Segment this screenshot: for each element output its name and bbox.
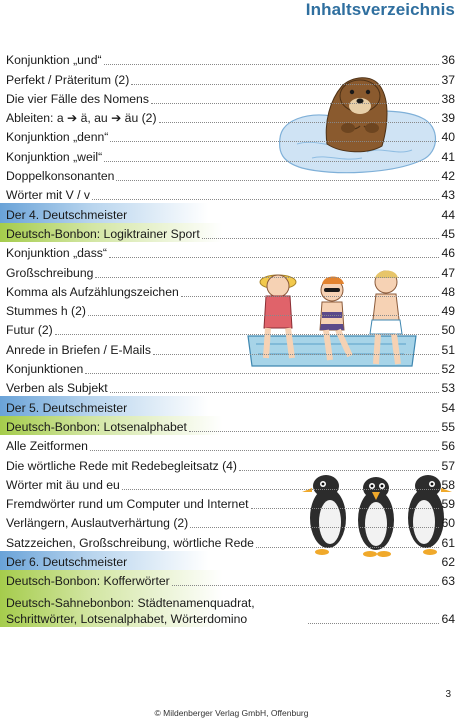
toc-entry (0, 203, 463, 222)
toc-entry-title: Ableiten: a ➔ ä, au ➔ äu (2) (6, 111, 157, 126)
toc-entry-title: Konjunktion „weil“ (6, 149, 103, 164)
dot-leader (55, 334, 440, 335)
toc-entry-page: 48 (441, 284, 455, 299)
toc-entry-page: 46 (441, 246, 455, 261)
dot-leader (189, 431, 440, 432)
toc-entry-page: 39 (441, 111, 455, 126)
toc-entry-title: Die vier Fälle des Nomens (6, 91, 149, 106)
toc-entry (0, 223, 463, 242)
dot-leader (85, 373, 439, 374)
toc-entry-page: 37 (441, 72, 455, 87)
toc-entry-page: 42 (441, 169, 455, 184)
toc-entry-title: Alle Zeitformen (6, 439, 88, 454)
dot-leader (131, 84, 439, 85)
toc-entry (0, 570, 463, 589)
toc-entry (0, 435, 463, 454)
toc-entry-title: Der 6. Deutschmeister (6, 555, 128, 570)
penguins-illustration (298, 466, 456, 558)
dot-leader (104, 161, 439, 162)
dot-leader (129, 412, 439, 413)
toc-entry-page: 58 (441, 477, 455, 492)
toc-entry-page: 62 (441, 555, 455, 570)
dot-leader (92, 199, 439, 200)
toc-entry-title: Perfekt / Präteritum (2) (6, 72, 130, 87)
toc-entry-page: 53 (441, 381, 455, 396)
toc-entry (0, 589, 463, 627)
toc-entry-page: 63 (441, 574, 455, 589)
toc-entry-title: Verben als Subjekt (6, 381, 108, 396)
dot-leader (151, 103, 440, 104)
toc-entry-title: Großschreibung (6, 265, 94, 280)
toc-entry-page: 50 (441, 323, 455, 338)
page-title: Inhaltsverzeichnis (305, 0, 455, 19)
dot-leader (172, 585, 440, 586)
toc-entry-title: Die wörtliche Rede mit Redebegleitsatz (4) (6, 458, 237, 473)
toc-entry-page: 55 (441, 419, 455, 434)
toc-entry (0, 184, 463, 203)
toc-entry-title: Doppelkonsonanten (6, 169, 115, 184)
toc-entry-page: 43 (441, 188, 455, 203)
page-number: 3 (445, 689, 451, 700)
toc-entry-page: 47 (441, 265, 455, 280)
dot-leader (153, 354, 439, 355)
dot-leader (256, 547, 440, 548)
toc-entry-page: 57 (441, 458, 455, 473)
toc-entry-page: 59 (441, 497, 455, 512)
dot-leader (159, 122, 440, 123)
dot-leader (110, 141, 439, 142)
toc-entry-page: 56 (441, 439, 455, 454)
toc-entry-title: Komma als Aufzählungszeichen (6, 284, 179, 299)
dot-leader (181, 296, 440, 297)
toc-entry-title: Verlängern, Auslautverhärtung (2) (6, 516, 189, 531)
dot-leader (122, 489, 440, 490)
toc-entry-title: Deutsch-Bonbon: Logiktrainer Sport (6, 226, 200, 241)
dot-leader (88, 315, 440, 316)
toc-entry-page: 64 (441, 612, 455, 627)
toc-entry-title: Deutsch-Bonbon: Lotsenalphabet (6, 419, 187, 434)
toc-entry-title: Stummes h (2) (6, 304, 86, 319)
dot-leader (110, 392, 440, 393)
toc-entry-page: 41 (441, 149, 455, 164)
dot-leader (308, 623, 439, 624)
toc-entry-page: 54 (441, 400, 455, 415)
dot-leader (251, 508, 440, 509)
toc-entry-title: Konjunktion „dass“ (6, 246, 107, 261)
toc-entry-title: Konjunktion „denn“ (6, 130, 109, 145)
toc-entry-title: Konjunktion „und“ (6, 53, 102, 68)
toc-entry-page: 60 (441, 516, 455, 531)
toc-entry-page: 49 (441, 304, 455, 319)
toc-entry-title: Wörter mit äu und eu (6, 477, 120, 492)
dot-leader (109, 257, 439, 258)
children-on-pool-edge-illustration (246, 262, 418, 380)
toc-entry-page: 36 (441, 53, 455, 68)
dot-leader (129, 566, 439, 567)
toc-entry-title: Futur (2) (6, 323, 53, 338)
dot-leader (95, 277, 439, 278)
dot-leader (239, 470, 439, 471)
toc-entry-page: 40 (441, 130, 455, 145)
dot-leader (190, 527, 439, 528)
toc-entry-page: 45 (441, 226, 455, 241)
dot-leader (90, 450, 439, 451)
toc-entry (0, 396, 463, 415)
dot-leader (129, 219, 439, 220)
toc-entry-title: Anrede in Briefen / E-Mails (6, 342, 151, 357)
toc-entry-title: Der 4. Deutschmeister (6, 207, 128, 222)
toc-entry-title: Wörter mit V / v (6, 188, 90, 203)
toc-entry-page: 61 (441, 535, 455, 550)
toc-entry-page: 44 (441, 207, 455, 222)
toc-entry-page: 52 (441, 362, 455, 377)
copyright-notice: © Mildenberger Verlag GmbH, Offenburg (154, 708, 309, 718)
dot-leader (202, 238, 440, 239)
toc-entry-title: Fremdwörter rund um Computer und Internet (6, 497, 249, 512)
dot-leader (116, 180, 439, 181)
toc-entry (0, 242, 463, 261)
toc-entry-title: Satzzeichen, Großschreibung, wörtliche Rede (6, 535, 254, 550)
toc-entry (0, 416, 463, 435)
toc-entry-title: Deutsch-Sahnebonbon: Städtenamenquadrat, Schrittwörter, Lotsenalphabet, Wörterdomino (6, 596, 255, 627)
toc-entry-title: Deutsch-Bonbon: Kofferwörter (6, 574, 170, 589)
toc-entry-title: Konjunktionen (6, 362, 84, 377)
toc-entry-page: 38 (441, 91, 455, 106)
toc-entry-title: Der 5. Deutschmeister (6, 400, 128, 415)
otter-in-water-illustration (272, 60, 442, 180)
dot-leader (104, 64, 440, 65)
toc-entry-page: 51 (441, 342, 455, 357)
